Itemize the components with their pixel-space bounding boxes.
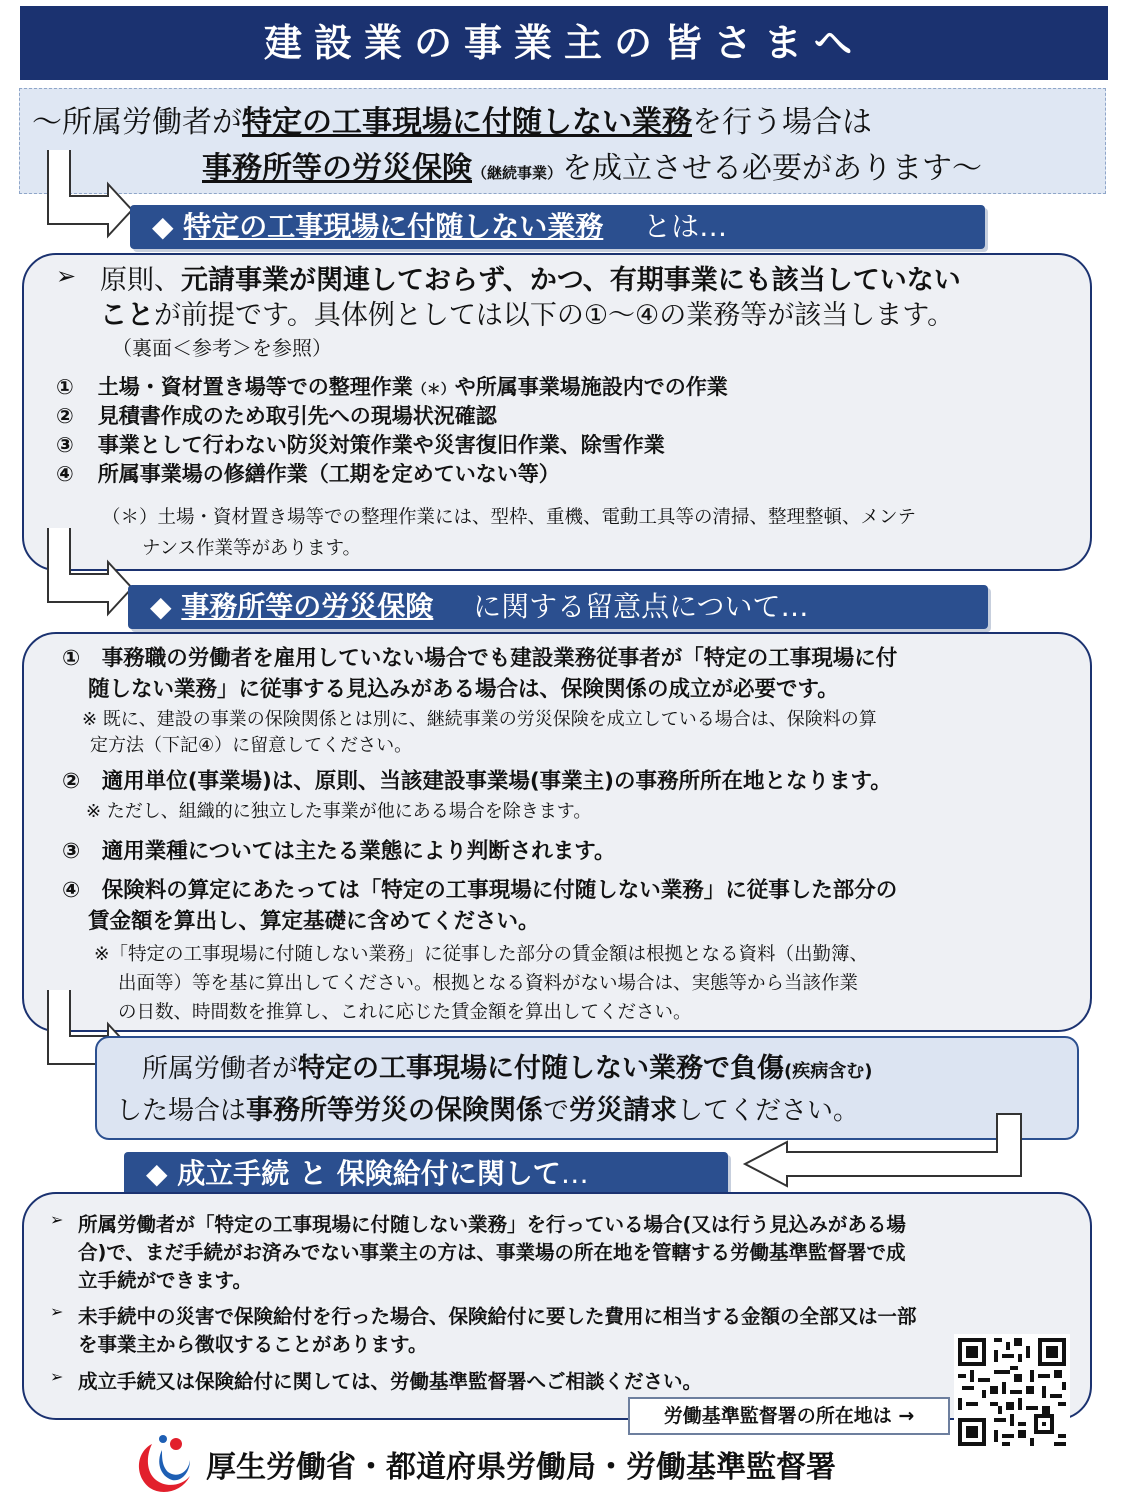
- s2-p4-note-1: ※「特定の工事現場に付随しない業務」に従事した部分の賃金額は根拠となる資料（出勤簿、: [94, 944, 869, 965]
- s3-b2-line-1: 未手続中の災害で保険給付を行った場合、保険給付に要した費用に相当する金額の全部又は一部: [78, 1305, 917, 1328]
- callout-l2-post: してください。: [677, 1096, 860, 1126]
- s1-item-2-text: 見積書作成のため取引先への現場状況確認: [97, 404, 497, 428]
- section2-header-title: 事務所等の労災保険: [181, 590, 434, 623]
- s2-p4-line-1: ④ 保険料の算定にあたっては「特定の工事現場に付随しない業務」に従事した部分の: [62, 878, 898, 903]
- page-title: 建設業の事業主の皆さまへ: [20, 6, 1108, 80]
- callout-l2-pre: した場合は: [116, 1096, 247, 1126]
- s3-b1-line-3: 立手続ができます。: [78, 1269, 252, 1292]
- s1-item-2: [56, 400, 497, 430]
- s2-p2-line-1: ② 適用単位(事業場)は、原則、当該建設事業場(事業主)の事務所所在地となります。: [62, 769, 892, 794]
- s1-note-line-2: ナンス作業等があります。: [142, 538, 362, 559]
- intro-l1-post: を行う場合は: [692, 105, 872, 140]
- diamond-icon: ◆: [150, 590, 172, 623]
- s2-p4-line-2: 賃金額を算出し、算定基礎に含めてください。: [88, 909, 540, 934]
- s1-p1-pre: 原則、: [100, 265, 181, 296]
- callout-line-1: [142, 1046, 872, 1085]
- section1-header-title: 特定の工事現場に付随しない業務: [183, 210, 604, 243]
- s1-item-2-num: ②: [56, 404, 74, 428]
- callout-l2-bold2: 労災請求: [569, 1095, 678, 1126]
- intro-line-1: [32, 97, 872, 141]
- s2-p3-line-1: ③ 適用業種については主たる業態により判断されます。: [62, 839, 616, 864]
- callout-l1-bold: 特定の工事現場に付随しない業務で負傷: [298, 1053, 785, 1084]
- s1-item-4-text: 所属事業場の修繕作業（工期を定めていない等）: [97, 462, 560, 486]
- intro-line-2: [202, 143, 982, 187]
- s1-p2-bold: こと: [100, 300, 154, 331]
- flow-arrow-1-icon: [40, 150, 140, 245]
- s1-item-1-num: ①: [56, 375, 74, 399]
- section1-header-tail: とは…: [643, 210, 728, 243]
- s2-p1-line-1: ① 事務職の労働者を雇用していない場合でも建設業務従事者が「特定の工事現場に付: [62, 646, 898, 671]
- section3-header-tail: …: [560, 1157, 589, 1190]
- diamond-icon: ◆: [152, 210, 174, 243]
- s1-p1-bold: 元請事業が関連しておらず、かつ、有期事業にも該当していない: [181, 265, 961, 296]
- s3-b1-line-2: 合)で、まだ手続がお済みでない事業主の方は、事業場の所在地を管轄する労働基準監督署で成: [78, 1241, 906, 1264]
- flow-arrow-2-icon: [40, 528, 140, 618]
- s1-item-4: [56, 458, 560, 488]
- s2-p1-note-2: 定方法（下記④）に留意してください。: [90, 735, 413, 756]
- section2-header: [128, 585, 988, 629]
- bullet-icon: ➢: [56, 262, 77, 290]
- section3-header-title: 成立手続 と 保険給付に関して: [177, 1157, 561, 1190]
- intro-l2-small: （継続事業）: [472, 164, 563, 182]
- s1-item-1-text-b: や所属事業場施設内での作業: [454, 375, 728, 399]
- intro-l2-post: を成立させる必要があります～: [562, 151, 983, 186]
- s2-p1-note-1: ※ 既に、建設の事業の保険関係とは別に、継続事業の労災保険を成立している場合は、保険料の算: [82, 709, 877, 730]
- s3-b3-line-1: 成立手続又は保険給付に関しては、労働基準監督署へご相談ください。: [78, 1370, 703, 1393]
- s1-item-1-text: 土場・資材置き場等での整理作業: [97, 375, 413, 399]
- s1-item-3-num: ③: [56, 433, 74, 457]
- callout-l2-mid: で: [543, 1096, 570, 1126]
- s1-para-line-1: [100, 258, 961, 297]
- intro-l1-bold: 特定の工事現場に付随しない業務: [242, 105, 692, 140]
- callout-l2-bold1: 事務所等労災の保険関係: [246, 1095, 544, 1126]
- bullet-icon: ➢: [50, 1367, 64, 1386]
- callout-l1-pre: 所属労働者が: [142, 1054, 299, 1084]
- intro-l2-bold: 事務所等の労災保険: [202, 151, 472, 186]
- bullet-icon: ➢: [50, 1210, 64, 1229]
- s2-p4-note-2: 出面等）等を基に算出してください。根拠となる資料がない場合は、実態等から当該作業: [118, 973, 859, 994]
- s3-b1-line-1: 所属労働者が「特定の工事現場に付随しない業務」を行っている場合(又は行う見込みがある場: [78, 1213, 906, 1236]
- s1-para-line-2: [100, 293, 954, 332]
- s1-item-3-text: 事業として行わない防災対策作業や災害復旧作業、除雪作業: [97, 433, 665, 457]
- office-location-link[interactable]: 労働基準監督署の所在地は →: [628, 1397, 950, 1435]
- s2-p4-note-3: の日数、時間数を推算し、これに応じた賃金額を算出してください。: [118, 1002, 692, 1023]
- s2-p1-line-2: 随しない業務」に従事する見込みがある場合は、保険関係の成立が必要です。: [88, 677, 839, 702]
- diamond-icon: ◆: [146, 1157, 168, 1190]
- s1-item-4-num: ④: [56, 462, 74, 486]
- s1-p2-post: が前提です。具体例としては以下の①～④の業務等が該当します。: [154, 300, 955, 331]
- intro-box: [19, 88, 1106, 194]
- s1-item-1-small: （＊）: [412, 382, 455, 398]
- s3-b2-line-2: を事業主から徴収することがあります。: [78, 1333, 428, 1356]
- intro-l1-pre: ～所属労働者が: [32, 105, 242, 140]
- section3-header: [124, 1152, 728, 1196]
- s1-item-3: [56, 429, 665, 459]
- s2-p2-note-1: ※ ただし、組織的に独立した事業が他にある場合を除きます。: [86, 801, 592, 822]
- mhlw-logo-icon: [132, 1430, 196, 1496]
- footer-org: 厚生労働省・都道府県労働局・労働基準監督署: [206, 1450, 836, 1485]
- s1-note-line-1: （＊）土場・資材置き場等での整理作業には、型枠、重機、電動工具等の清掃、整理整頓、メンテ: [102, 507, 917, 528]
- qr-code-icon[interactable]: [954, 1334, 1070, 1450]
- section2-header-tail: に関する留意点について…: [473, 590, 809, 623]
- s1-item-1: [56, 371, 728, 401]
- return-arrow-icon: [735, 1110, 1035, 1190]
- s1-para-line-3: （裏面＜参考＞を参照）: [112, 336, 332, 360]
- callout-l1-small: (疾病含む): [784, 1061, 873, 1082]
- bullet-icon: ➢: [50, 1302, 64, 1321]
- section1-header: [130, 205, 985, 249]
